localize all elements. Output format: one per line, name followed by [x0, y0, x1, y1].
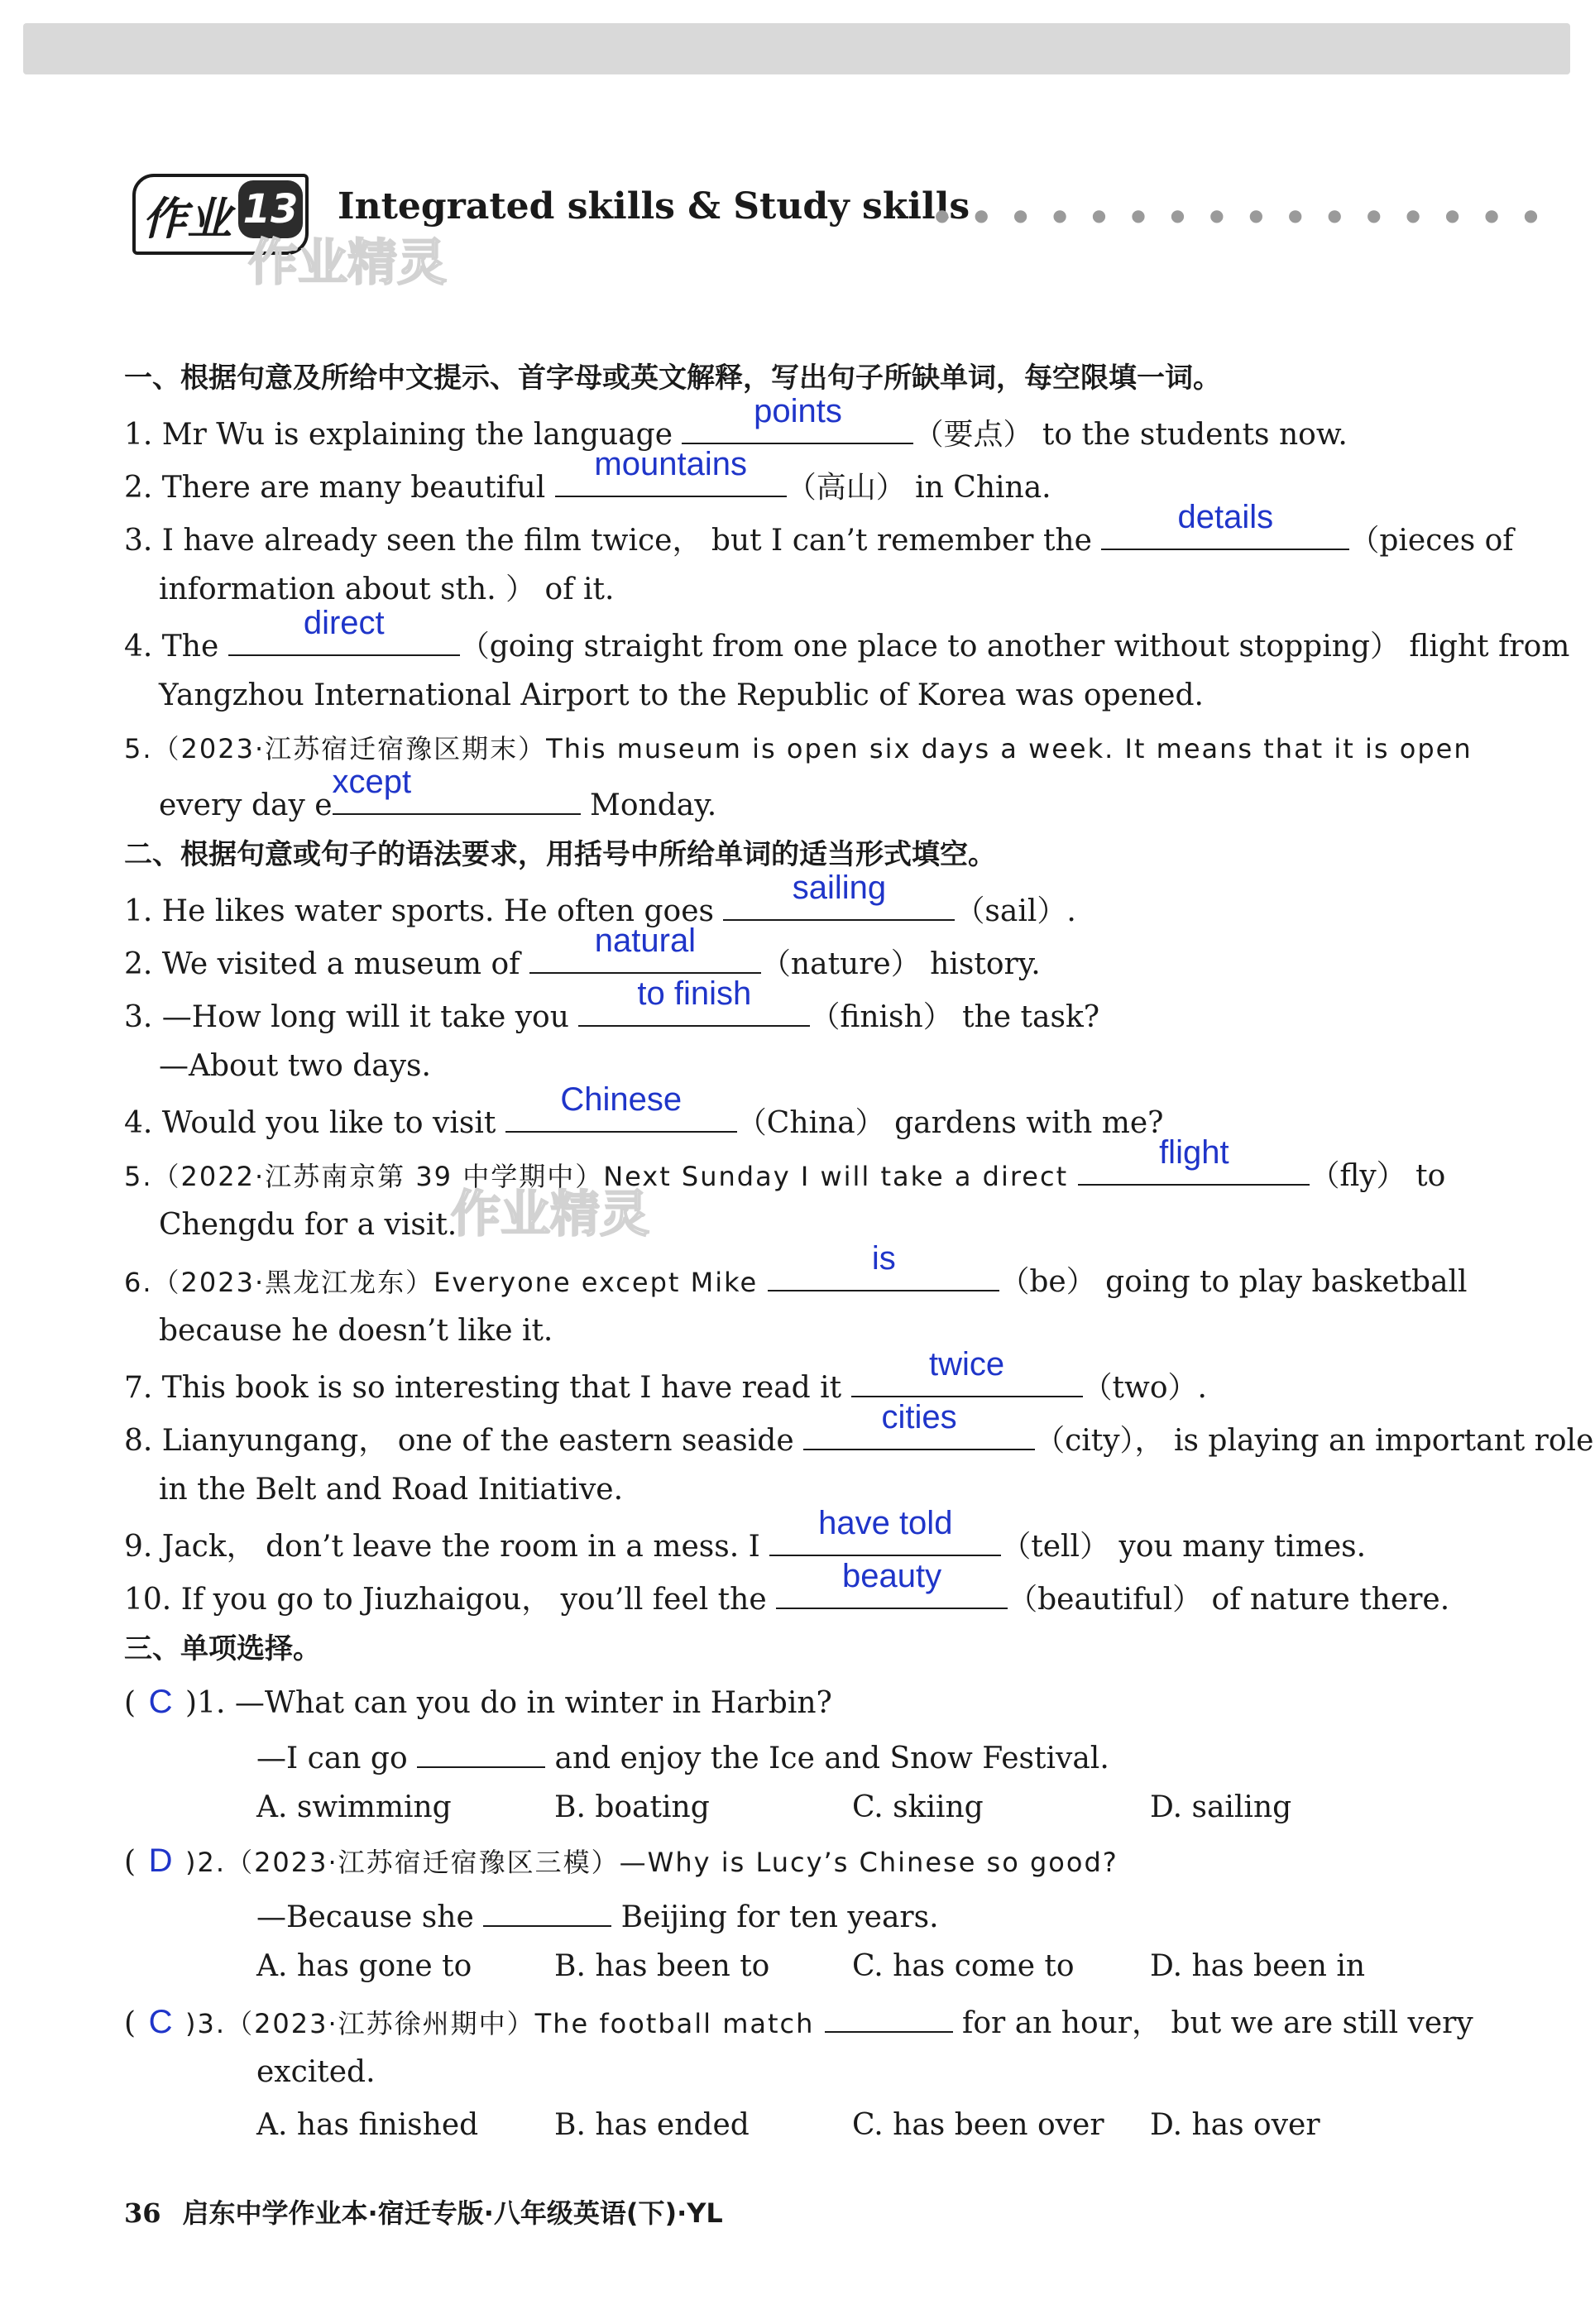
s3-q1-paren: (: [124, 1686, 137, 1720]
s1-q4-answer: direct: [303, 605, 385, 641]
s1-q4: [124, 605, 1570, 669]
badge-number: 13: [238, 180, 303, 238]
s3-q3-options: [124, 2099, 1489, 2152]
s2-q8-blank[interactable]: [803, 1399, 1035, 1450]
s3-q2-option-b[interactable]: B. has been to: [554, 1949, 770, 1983]
s2-q3-text: 3. —How long will it take you: [124, 1000, 579, 1034]
s3-q1-answer[interactable]: C: [148, 1684, 173, 1720]
s2-q9-answer: have told: [818, 1505, 953, 1541]
s1-q4-blank[interactable]: [228, 605, 460, 656]
s2-q5-answer: flight: [1159, 1134, 1229, 1171]
worksheet-content: [124, 352, 1594, 2152]
s1-q3-cont: information about sth. ） of it.: [159, 573, 615, 606]
s2-q3-cont: —About two days.: [159, 1049, 431, 1083]
s2-q2-text-post: （nature） history.: [760, 947, 1041, 981]
s3-q2-line2-text: —Because she: [256, 1900, 484, 1934]
s1-q2-blank[interactable]: [555, 446, 787, 497]
s3-q1-option-a[interactable]: A. swimming: [256, 1790, 452, 1824]
s1-q5-cont: [124, 764, 1489, 828]
s3-q1-line2-text: —I can go: [256, 1742, 418, 1775]
s1-q4-text-post: （going straight from one place to another without stopping） flight from: [459, 630, 1570, 664]
s2-q6-answer: is: [871, 1240, 896, 1277]
s1-q5-blank[interactable]: [332, 764, 581, 815]
s1-q2-text-post: （高山） in China.: [786, 471, 1051, 505]
s2-q8-answer: cities: [881, 1399, 957, 1435]
s3-q1-blank: [417, 1728, 545, 1768]
s3-q2-line2-post: Beijing for ten years.: [611, 1900, 939, 1934]
s1-q1: [124, 393, 1489, 458]
section1-heading: 一、根据句意及所给中文提示、首字母或英文解释，写出句子所缺单词，每空限填一词。: [124, 362, 1221, 395]
s2-q8-cont: in the Belt and Road Initiative.: [159, 1473, 624, 1507]
s3-q3-option-b[interactable]: B. has ended: [554, 2108, 750, 2142]
s2-q6: [124, 1240, 1489, 1305]
s2-q10: [124, 1558, 1489, 1622]
s1-q5-text-post: Monday.: [589, 788, 717, 822]
s2-q4-answer: Chinese: [560, 1081, 683, 1118]
s3-q2-options: [124, 1940, 1489, 1993]
s3-q3-blank: [825, 1993, 953, 2033]
s2-q5-text: 5.（2022·江苏南京第 39 中学期中）Next Sunday I will take a direct: [124, 1161, 1079, 1192]
s1-q5-cont-text: every day e: [159, 788, 333, 822]
s2-q4-blank[interactable]: [505, 1081, 737, 1133]
s2-q6-cont: because he doesn’t like it.: [159, 1314, 553, 1348]
s1-q3-answer: details: [1177, 499, 1274, 535]
s2-q6-text-post: （be） going to play basketball: [999, 1265, 1468, 1299]
s3-q2: [124, 1834, 1489, 1887]
s3-q2-paren: (: [124, 1845, 137, 1879]
s2-q10-text: 10. If you go to Jiuzhaigou， you’ll feel the: [124, 1583, 777, 1617]
s2-q7-text-post: （two）.: [1082, 1371, 1207, 1405]
page-number: 36: [124, 2197, 161, 2229]
s2-q5-blank[interactable]: [1078, 1134, 1310, 1186]
s3-q1-stem: )1. —What can you do in winter in Harbin?: [185, 1686, 832, 1720]
s3-q3-stem: )3.（2023·江苏徐州期中）The football match: [185, 2008, 825, 2039]
s2-q1-text: 1. He likes water sports. He often goes: [124, 894, 724, 928]
s2-q5: [124, 1134, 1489, 1199]
s2-q10-blank[interactable]: [776, 1558, 1008, 1609]
watermark-middle: 作业精灵: [451, 1186, 649, 1243]
s2-q6-blank[interactable]: [768, 1240, 999, 1291]
s2-q9-text-post: （tell） you many times.: [1001, 1530, 1367, 1564]
s3-q3-paren: (: [124, 2006, 137, 2040]
s2-q5-text-post: （fly） to: [1310, 1159, 1446, 1193]
s2-q4-text: 4. Would you like to visit: [124, 1106, 505, 1140]
s2-q2-answer: natural: [594, 922, 697, 959]
s1-q4-cont: Yangzhou International Airport to the Republic of Korea was opened.: [159, 678, 1204, 712]
s2-q7-answer: twice: [928, 1346, 1005, 1382]
s1-q2-answer: mountains: [594, 446, 747, 482]
s3-q2-blank: [483, 1887, 611, 1927]
s2-q1-answer: sailing: [792, 870, 887, 906]
s2-q3: [124, 975, 1489, 1040]
s2-q5-cont: Chengdu for a visit.: [159, 1208, 457, 1242]
s1-q5-text: 5.（2023·江苏宿迁宿豫区期末）This museum is open six days a week. It means that it is open: [124, 733, 1473, 764]
s2-q3-blank[interactable]: [578, 975, 810, 1027]
s1-q4-text: 4. The: [124, 630, 228, 664]
page-footer: [124, 2192, 723, 2231]
s2-q1-text-post: （sail）.: [955, 894, 1076, 928]
s3-q3-stem-post: for an hour， but we are still very: [952, 2006, 1473, 2040]
s2-q1: [124, 870, 1489, 934]
s3-q2-stem: )2.（2023·江苏宿迁宿豫区三模）—Why is Lucy’s Chinese so good?: [185, 1847, 1118, 1878]
s2-q7-text: 7. This book is so interesting that I have read it: [124, 1371, 851, 1405]
page-title: Integrated skills & Study skills: [338, 185, 970, 228]
s3-q3-line2: excited.: [256, 2055, 376, 2089]
s3-q3-option-a[interactable]: A. has finished: [256, 2108, 479, 2142]
top-scan-bar: [23, 23, 1570, 74]
section3-heading: 三、单项选择。: [124, 1632, 321, 1665]
title-dots-decoration: ●●●●●●●●●●●●●●●●: [935, 205, 1564, 225]
s3-q1-option-b[interactable]: B. boating: [554, 1790, 710, 1824]
s3-q2-answer[interactable]: D: [148, 1842, 173, 1879]
s3-q3-option-d[interactable]: D. has over: [1150, 2108, 1320, 2142]
s2-q3-text-post: （finish） the task?: [810, 1000, 1100, 1034]
s3-q3-option-c[interactable]: C. has been over: [852, 2108, 1104, 2142]
s3-q2-line2: [124, 1887, 1489, 1940]
s2-q9-text: 9. Jack， don’t leave the room in a mess. I: [124, 1530, 770, 1564]
s2-q10-answer: beauty: [842, 1558, 942, 1594]
s1-q5-answer: xcept: [332, 764, 412, 800]
s1-q5: [124, 722, 1489, 775]
s2-q10-text-post: （beautiful） of nature there.: [1008, 1583, 1450, 1617]
s2-q4-text-post: （China） gardens with me?: [736, 1106, 1164, 1140]
s1-q1-text: 1. Mr Wu is explaining the language: [124, 418, 683, 452]
s2-q6-text: 6.（2023·黑龙江龙东）Everyone except Mike: [124, 1267, 769, 1298]
s1-q1-answer: points: [754, 393, 842, 429]
s3-q1-option-d[interactable]: D. sailing: [1150, 1790, 1292, 1824]
s2-q8: [124, 1399, 1594, 1464]
s1-q3-blank[interactable]: [1101, 499, 1349, 550]
watermark-top: 作业精灵: [248, 234, 447, 292]
s3-q2-option-c[interactable]: C. has come to: [852, 1949, 1075, 1983]
s3-q1-options: [124, 1781, 1489, 1834]
s2-q3-answer: to finish: [637, 975, 752, 1012]
s3-q2-option-d[interactable]: D. has been in: [1150, 1949, 1366, 1983]
s1-q1-text-post: （要点） to the students now.: [913, 418, 1348, 452]
section2-heading: 二、根据句意或句子的语法要求，用括号中所给单词的适当形式填空。: [124, 838, 996, 871]
s3-q1-line2: [124, 1728, 1489, 1781]
s1-q3-text: 3. I have already seen the film twice， but I can’t remember the: [124, 524, 1102, 558]
s3-q2-option-a[interactable]: A. has gone to: [256, 1949, 472, 1983]
s3-q1-line2-post: and enjoy the Ice and Snow Festival.: [545, 1742, 1109, 1775]
s3-q3-answer[interactable]: C: [148, 2004, 173, 2040]
s3-q1: [124, 1675, 1489, 1728]
s1-q3: [124, 499, 1514, 563]
s3-q3: [124, 1993, 1489, 2046]
s2-q8-text: 8. Lianyungang， one of the eastern seaside: [124, 1424, 804, 1458]
s1-q3-text-post: （pieces of: [1349, 524, 1514, 558]
s1-q2-text: 2. There are many beautiful: [124, 471, 555, 505]
s2-q8-text-post: （city）， is playing an important role: [1035, 1424, 1594, 1458]
book-title: 启东中学作业本·宿迁专版·八年级英语(下)·YL: [182, 2197, 723, 2229]
s2-q2-text: 2. We visited a museum of: [124, 947, 529, 981]
s3-q1-option-c[interactable]: C. skiing: [852, 1790, 984, 1824]
badge-label: 作业: [142, 193, 232, 245]
